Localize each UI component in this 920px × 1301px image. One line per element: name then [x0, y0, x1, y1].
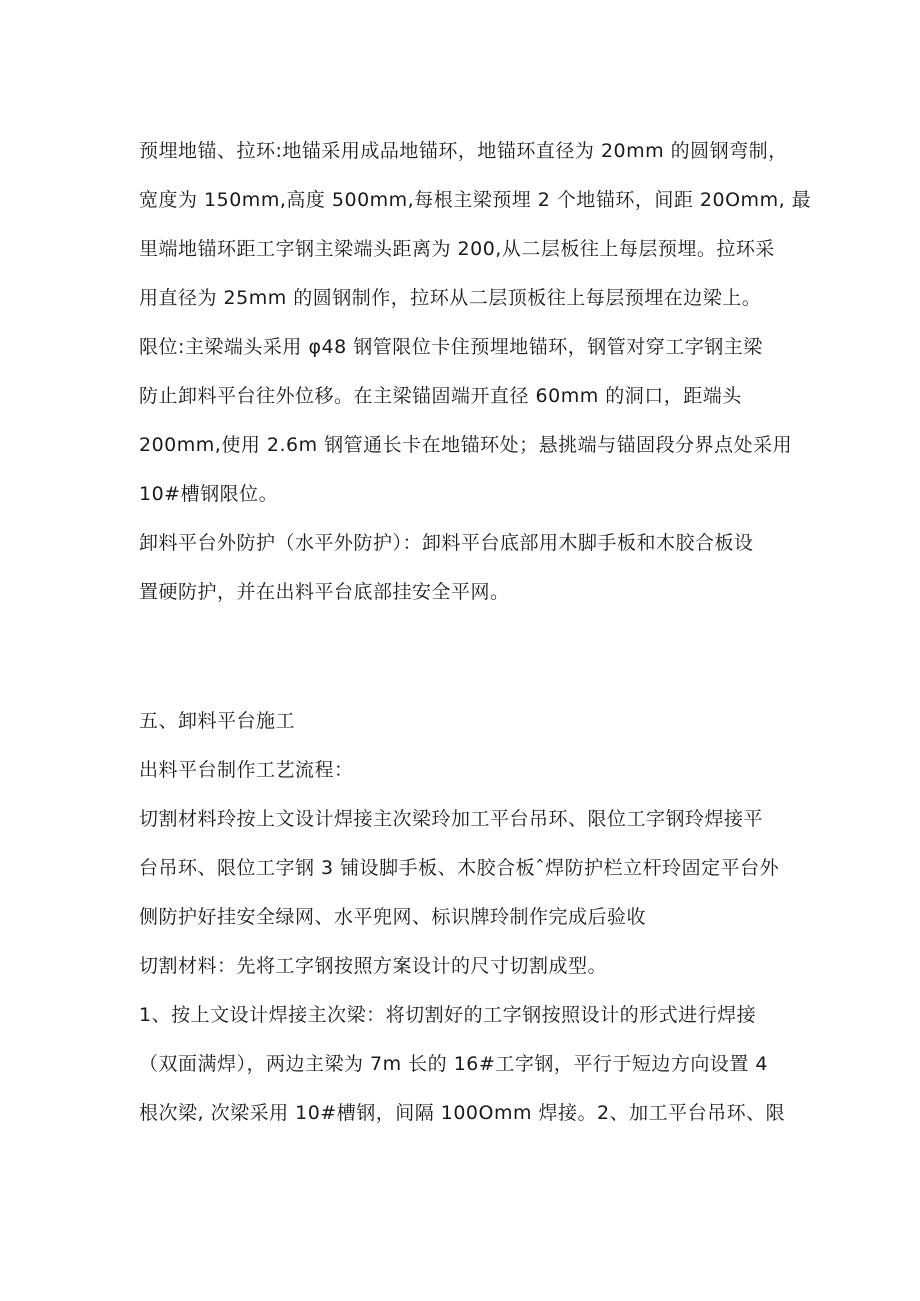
paragraph-line: 限位:主梁端头采用 φ48 钢管限位卡住预埋地锚环，钢管对穿工字钢主梁: [139, 336, 763, 358]
paragraph-line: 10#槽钢限位。: [139, 483, 279, 505]
paragraph-line: 台吊环、限位工字钢 3 铺设脚手板、木胶合板ˆ焊防护栏立杆玲固定平台外: [139, 857, 780, 879]
paragraph-line: 预埋地锚、拉环:地锚采用成品地锚环，地锚环直径为 20mm 的圆钢弯制，: [139, 140, 788, 162]
paragraph-line: 侧防护好挂安全绿网、水平兜网、标识牌玲制作完成后验收: [139, 906, 647, 928]
paragraph-line: 防止卸料平台往外位移。在主梁锚固端开直径 60mm 的洞口，距端头: [139, 385, 742, 407]
paragraph-line: 里端地锚环距工字钢主梁端头距离为 200,从二层板往上每层预埋。拉环采: [139, 238, 775, 260]
paragraph-line: 卸料平台外防护（水平外防护）：卸料平台底部用木脚手板和木胶合板设: [139, 532, 754, 554]
paragraph-line: 1、按上文设计焊接主次梁：将切割好的工字钢按照设计的形式进行焊接: [139, 1004, 757, 1026]
paragraph-line: 出料平台制作工艺流程：: [139, 759, 354, 781]
paragraph-line: 用直径为 25mm 的圆钢制作，拉环从二层顶板往上每层预埋在边梁上。: [139, 287, 762, 309]
paragraph-line: 宽度为 150mm,高度 500mm,每根主梁预埋 2 个地锚环，间距 20Omm, 最: [139, 189, 812, 211]
paragraph-line: 置硬防护，并在出料平台底部挂安全平网。: [139, 581, 510, 603]
paragraph-line: 切割材料玲按上文设计焊接主次梁玲加工平台吊环、限位工字钢玲焊接平: [139, 808, 764, 830]
paragraph-line: 根次梁, 次梁采用 10#槽钢，间隔 100Omm 焊接。2、加工平台吊环、限: [139, 1102, 786, 1124]
paragraph-line: 切割材料：先将工字钢按照方案设计的尺寸切割成型。: [139, 955, 608, 977]
paragraph-line: （双面满焊），两边主梁为 7m 长的 16#工字钢，平行于短边方向设置 4: [139, 1053, 768, 1075]
paragraph-line: 200mm,使用 2.6m 钢管通长卡在地锚环处；悬挑端与锚固段分界点处采用: [139, 434, 793, 456]
section-heading: 五、卸料平台施工: [139, 710, 296, 732]
